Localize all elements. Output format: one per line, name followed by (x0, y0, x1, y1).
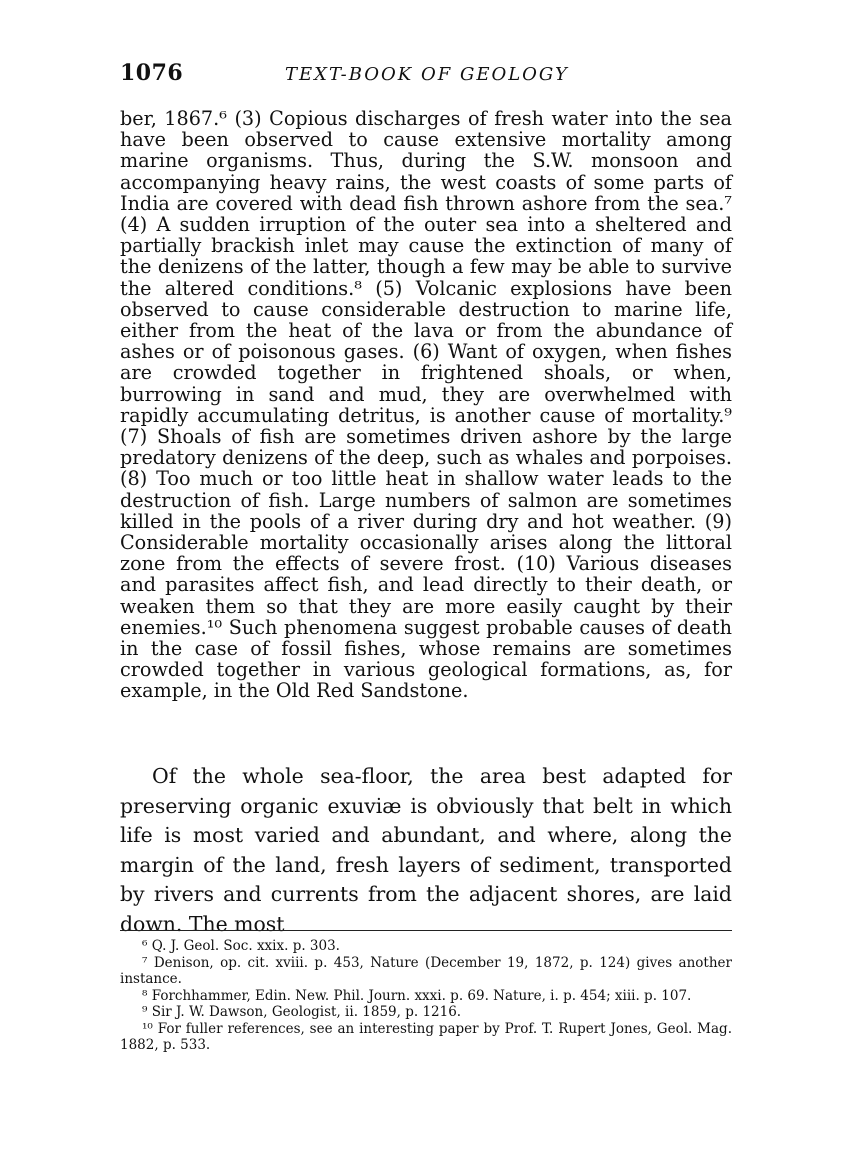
body-paragraph-1: ber, 1867.⁶ (3) Copious discharges of fresh water into the sea have been observed to cause extensive mortality among marine organisms. Thus, during the S.W. monsoon and accompanying heavy rains, the west coasts of some parts of India are covered with dead fish thrown ashore from the sea.⁷ (4) A sudden irruption of the outer sea into a sheltered and partially brackish inlet may cause the extinction of many of the denizens of the latter, though a few may be able to survive the altered conditions.⁸ (5) Volcanic explosions have been observed to cause considerable destruction to marine life, either from the heat of the lava or from the abundance of ashes or of poisonous gases. (6) Want of oxygen, when fishes are crowded together in frightened shoals, or when, burrowing in sand and mud, they are overwhelmed with rapidly accumulating detritus, is another cause of mortality.⁹ (7) Shoals of fish are sometimes driven ashore by the large predatory denizens of the deep, such as whales and porpoises. (8) Too much or too little heat in shallow water leads to the destruction of fish. Large numbers of salmon are sometimes killed in the pools of a river during dry and hot weather. (9) Considerable mortality occasionally arises along the littoral zone from the effects of severe frost. (10) Various diseases and parasites affect fish, and lead directly to their death, or weaken them so that they are more easily caught by their enemies.¹⁰ Such phenomena suggest probable causes of death in the case of fossil fishes, whose remains are sometimes crowded together in various geological formations, as, for example, in the Old Red Sandstone. (120, 107, 732, 703)
footnotes (120, 938, 732, 1054)
page-number: 1076 (120, 60, 184, 86)
main-text-large (120, 762, 732, 939)
footnote-7: ⁷ Denison, op. cit. xviii. p. 453, Nature (December 19, 1872, p. 124) gives another instance. (120, 954, 732, 987)
body-paragraph-2: Of the whole sea-floor, the area best adapted for preserving organic exuviæ is obviously that belt in which life is most varied and abundant, and where, along the margin of the land, fresh layers of sediment, transported by rivers and currents from the adjacent shores, are laid down. The most (120, 764, 732, 936)
footnote-10: ¹⁰ For fuller references, see an interesting paper by Prof. T. Rupert Jones, Geol. Mag. 1882, p. 533. (120, 1020, 732, 1053)
footnote-8: ⁸ Forchhammer, Edin. New. Phil. Journ. xxxi. p. 69. Nature, i. p. 454; xiii. p. 107. (142, 987, 692, 1004)
main-text-small (120, 108, 732, 702)
footnote-rule (120, 930, 732, 931)
footnote-6: ⁶ Q. J. Geol. Soc. xxix. p. 303. (142, 938, 340, 954)
footnote-9: ⁹ Sir J. W. Dawson, Geologist, ii. 1859, p. 1216. (142, 1004, 462, 1020)
running-head: TEXT-BOOK OF GEOLOGY (285, 64, 569, 85)
page-header (120, 60, 730, 90)
